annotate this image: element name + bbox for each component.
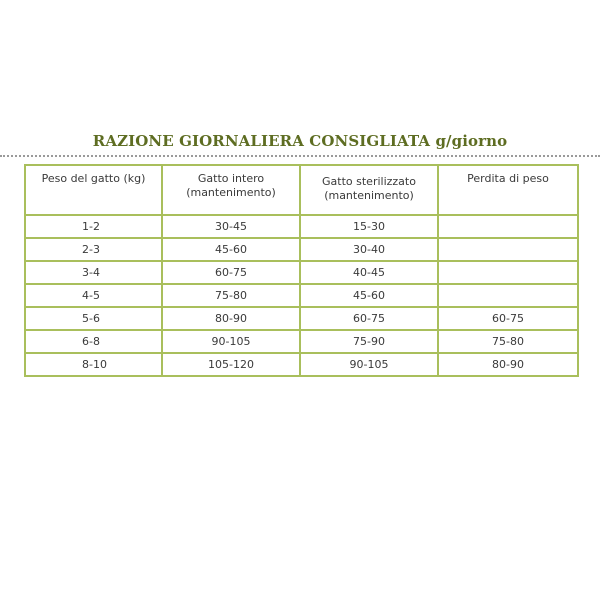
cell-sterilizzato: 40-45 [300, 261, 438, 284]
table-row [25, 353, 578, 376]
header-gatto-sterilizzato-line1: Gatto sterilizzato [322, 175, 416, 188]
header-gatto-sterilizzato-line2: (mantenimento) [324, 189, 414, 202]
cell-sterilizzato: 90-105 [300, 353, 438, 376]
cell-perdita: 60-75 [438, 307, 578, 330]
cell-intero: 60-75 [162, 261, 300, 284]
table-header [25, 165, 578, 215]
cell-intero: 45-60 [162, 238, 300, 261]
table-body [25, 215, 578, 376]
ration-table [24, 164, 579, 377]
cell-intero: 30-45 [162, 215, 300, 238]
table-row [25, 284, 578, 307]
cell-perdita: 75-80 [438, 330, 578, 353]
cell-intero: 80-90 [162, 307, 300, 330]
cell-sterilizzato: 30-40 [300, 238, 438, 261]
cell-peso: 4-5 [25, 284, 162, 307]
cell-peso: 5-6 [25, 307, 162, 330]
cell-sterilizzato: 75-90 [300, 330, 438, 353]
cell-sterilizzato: 15-30 [300, 215, 438, 238]
cell-perdita: 80-90 [438, 353, 578, 376]
cell-sterilizzato: 60-75 [300, 307, 438, 330]
cell-peso: 1-2 [25, 215, 162, 238]
table-row [25, 307, 578, 330]
header-gatto-intero [162, 165, 300, 215]
cell-intero: 75-80 [162, 284, 300, 307]
table-row [25, 261, 578, 284]
table-row [25, 330, 578, 353]
cell-intero: 90-105 [162, 330, 300, 353]
page-title: RAZIONE GIORNALIERA CONSIGLIATA g/giorno [92, 132, 508, 150]
header-peso [25, 165, 162, 215]
header-perdita-peso [438, 165, 578, 215]
header-gatto-intero-line2: (mantenimento) [186, 186, 276, 199]
header-perdita-peso-label: Perdita di peso [467, 172, 549, 185]
cell-peso: 6-8 [25, 330, 162, 353]
cell-sterilizzato: 45-60 [300, 284, 438, 307]
header-row [25, 165, 578, 215]
header-peso-label: Peso del gatto (kg) [41, 172, 146, 185]
header-gatto-sterilizzato [300, 165, 438, 215]
header-gatto-intero-line1: Gatto intero [197, 172, 265, 185]
cell-perdita [438, 215, 578, 238]
cell-peso: 3-4 [25, 261, 162, 284]
table-row [25, 215, 578, 238]
cell-peso: 8-10 [25, 353, 162, 376]
cell-perdita [438, 238, 578, 261]
dotted-divider [0, 155, 600, 157]
cell-peso: 2-3 [25, 238, 162, 261]
cell-perdita [438, 284, 578, 307]
cell-intero: 105-120 [162, 353, 300, 376]
table-row [25, 238, 578, 261]
cell-perdita [438, 261, 578, 284]
